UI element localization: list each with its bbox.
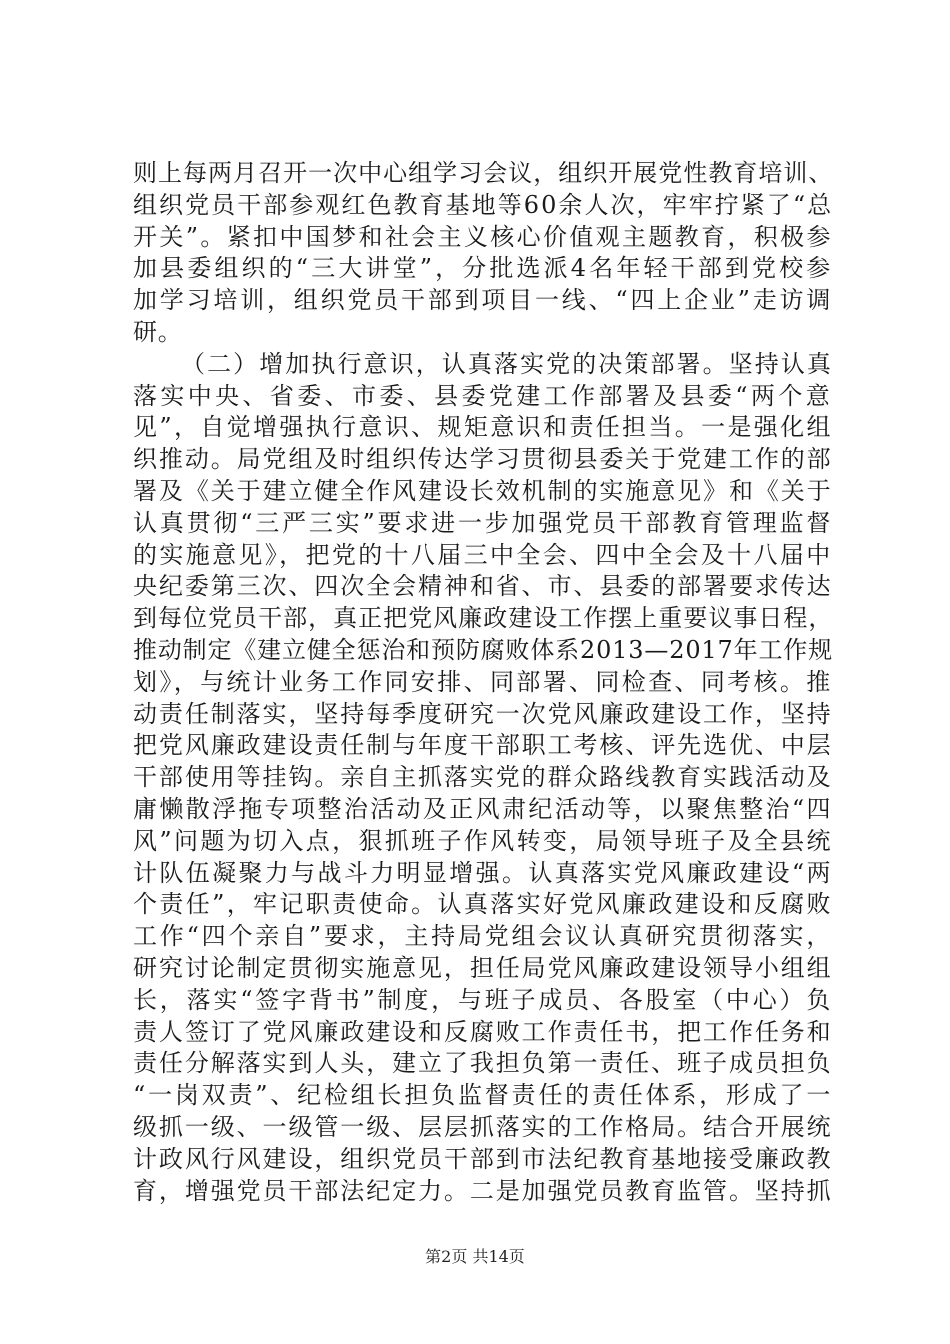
text-line: 级抓一级、一级管一级、层层抓落实的工作格局。结合开展统 — [133, 1112, 833, 1141]
text-line: 研究讨论制定贯彻实施意见，担任局党风廉政建设领导小组组 — [133, 953, 833, 982]
text-line: 计队伍凝聚力与战斗力明显增强。认真落实党风廉政建设“两 — [133, 858, 833, 887]
document-body — [133, 158, 833, 1207]
section-heading-line: （二）增加执行意识，认真落实党的决策部署。坚持认真 — [181, 349, 833, 378]
text-line: 织推动。局党组及时组织传达学习贯彻县委关于党建工作的部 — [133, 445, 833, 474]
text-line: 加学习培训，组织党员干部到项目一线、“四上企业”走访调 — [133, 286, 834, 315]
text-line: 责任分解落实到人头，建立了我担负第一责任、班子成员担负 — [133, 1049, 833, 1078]
text-line: 长，落实“签字背书”制度，与班子成员、各股室（中心）负 — [133, 985, 834, 1014]
text-line: 研。 — [133, 317, 183, 346]
text-line: 署及《关于建立健全作风建设长效机制的实施意见》和《关于 — [133, 476, 833, 505]
text-line: 的实施意见》，把党的十八届三中全会、四中全会及十八届中 — [133, 540, 833, 569]
text-line: 开关”。紧扣中国梦和社会主义核心价值观主题教育，积极参 — [133, 222, 833, 251]
text-line: 推动制定《建立健全惩治和预防腐败体系2013—2017年工作规 — [133, 635, 833, 664]
text-line: 加县委组织的“三大讲堂”，分批选派4名年轻干部到党校参 — [133, 254, 834, 283]
text-line: 计政风行风建设，组织党员干部到市法纪教育基地接受廉政教 — [133, 1144, 833, 1173]
text-line: 庸懒散浮拖专项整治活动及正风肃纪活动等，以聚焦整治“四 — [133, 794, 833, 823]
text-line: 到每位党员干部，真正把党风廉政建设工作摆上重要议事日程， — [133, 604, 834, 633]
text-line: 组织党员干部参观红色教育基地等60余人次，牢牢拧紧了“总 — [133, 190, 834, 219]
text-line: 干部使用等挂钩。亲自主抓落实党的群众路线教育实践活动及 — [133, 763, 833, 792]
text-line: 风”问题为切入点，狠抓班子作风转变，局领导班子及全县统 — [133, 826, 833, 855]
text-line: 个责任”，牢记职责使命。认真落实好党风廉政建设和反腐败 — [133, 890, 833, 919]
text-line: 认真贯彻“三严三实”要求进一步加强党员干部教育管理监督 — [133, 508, 834, 537]
text-line: 则上每两月召开一次中心组学习会议，组织开展党性教育培训、 — [133, 159, 834, 187]
text-line: 动责任制落实，坚持每季度研究一次党风廉政建设工作，坚持 — [133, 699, 833, 728]
text-line: 央纪委第三次、四次全会精神和省、市、县委的部署要求传达 — [133, 572, 833, 601]
text-line: 落实中央、省委、市委、县委党建工作部署及县委“两个意 — [133, 381, 834, 410]
text-line: 工作“四个亲自”要求，主持局党组会议认真研究贯彻落实， — [133, 922, 834, 951]
text-line: 划》，与统计业务工作同安排、同部署、同检查、同考核。推 — [133, 667, 833, 696]
text-line: 见”，自觉增强执行意识、规矩意识和责任担当。一是强化组 — [133, 413, 833, 442]
text-line: 责人签订了党风廉政建设和反腐败工作责任书，把工作任务和 — [133, 1017, 833, 1046]
text-line: “一岗双责”、纪检组长担负监督责任的责任体系，形成了一 — [133, 1081, 834, 1110]
page-number-footer: 第2页 共14页 — [425, 1247, 525, 1266]
text-line: 把党风廉政建设责任制与年度干部职工考核、评先选优、中层 — [133, 731, 833, 760]
text-line: 育，增强党员干部法纪定力。二是加强党员教育监管。坚持抓 — [133, 1176, 833, 1205]
